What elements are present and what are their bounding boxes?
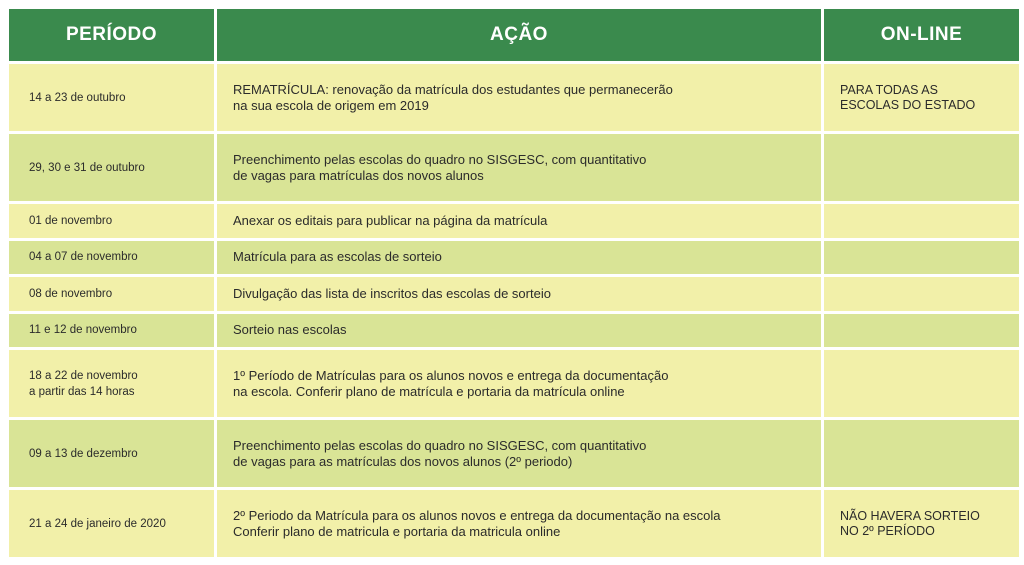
table-row (9, 241, 1019, 275)
enrollment-schedule-table (6, 6, 1022, 560)
header-periodo: PERÍODO (9, 9, 214, 61)
period-text: 04 a 07 de novembro (29, 251, 138, 264)
header-online: ON-LINE (824, 9, 1019, 61)
table-row (9, 134, 1019, 201)
table-row (9, 64, 1019, 131)
period-cell (9, 134, 214, 201)
period-cell (9, 277, 214, 311)
action-cell (217, 490, 821, 557)
action-text: 1º Período de Matrículas para os alunos novos e entrega da documentação na escola. Conferir plano de matrícula e portaria da matrícula online (233, 367, 669, 399)
header-acao: AÇÃO (217, 9, 821, 61)
online-text: PARA TODAS AS ESCOLAS DO ESTADO (840, 82, 976, 112)
period-cell (9, 64, 214, 131)
action-cell (217, 420, 821, 487)
action-cell (217, 350, 821, 417)
online-cell (824, 277, 1019, 311)
table-row (9, 420, 1019, 487)
period-text: 21 a 24 de janeiro de 2020 (29, 517, 166, 530)
online-text: NÃO HAVERA SORTEIO NO 2º PERÍODO (840, 508, 980, 538)
action-text: Divulgação das lista de inscritos das escolas de sorteio (233, 285, 551, 301)
online-cell (824, 241, 1019, 275)
action-cell (217, 241, 821, 275)
online-cell (824, 350, 1019, 417)
period-text: 08 de novembro (29, 287, 113, 300)
action-cell (217, 204, 821, 238)
action-text: REMATRÍCULA: renovação da matrícula dos estudantes que permanecerão na sua escola de origem em 2019 (233, 81, 673, 113)
period-text: 11 e 12 de novembro (29, 324, 137, 337)
online-cell (824, 134, 1019, 201)
online-cell (824, 204, 1019, 238)
period-cell (9, 314, 214, 348)
table-row (9, 204, 1019, 238)
action-cell (217, 314, 821, 348)
action-text: Preenchimento pelas escolas do quadro no SISGESC, com quantitativo de vagas para as matrículas dos novos alunos (2º periodo) (233, 437, 647, 469)
table-row (9, 350, 1019, 417)
header-row (9, 9, 1019, 61)
online-cell (824, 314, 1019, 348)
period-cell (9, 241, 214, 275)
period-text: 18 a 22 de novembro a partir das 14 horas (29, 369, 138, 398)
period-cell (9, 350, 214, 417)
table-row (9, 277, 1019, 311)
table-row (9, 490, 1019, 557)
table-row (9, 314, 1019, 348)
online-cell (824, 490, 1019, 557)
period-cell (9, 420, 214, 487)
period-cell (9, 204, 214, 238)
action-cell (217, 64, 821, 131)
action-cell (217, 277, 821, 311)
period-text: 29, 30 e 31 de outubro (29, 161, 145, 174)
period-text: 01 de novembro (29, 214, 113, 227)
period-text: 09 a 13 de dezembro (29, 447, 138, 460)
period-cell (9, 490, 214, 557)
action-text: Matrícula para as escolas de sorteio (233, 249, 442, 265)
action-text: 2º Periodo da Matrícula para os alunos novos e entrega da documentação na escola Conferir plano de matricula e portaria da matricula online (233, 507, 721, 539)
action-text: Preenchimento pelas escolas do quadro no SISGESC, com quantitativo de vagas para matrículas dos novos alunos (233, 151, 647, 183)
online-cell (824, 420, 1019, 487)
action-text: Anexar os editais para publicar na página da matrícula (233, 212, 548, 228)
online-cell (824, 64, 1019, 131)
action-text: Sorteio nas escolas (233, 322, 347, 338)
action-cell (217, 134, 821, 201)
period-text: 14 a 23 de outubro (29, 91, 126, 104)
